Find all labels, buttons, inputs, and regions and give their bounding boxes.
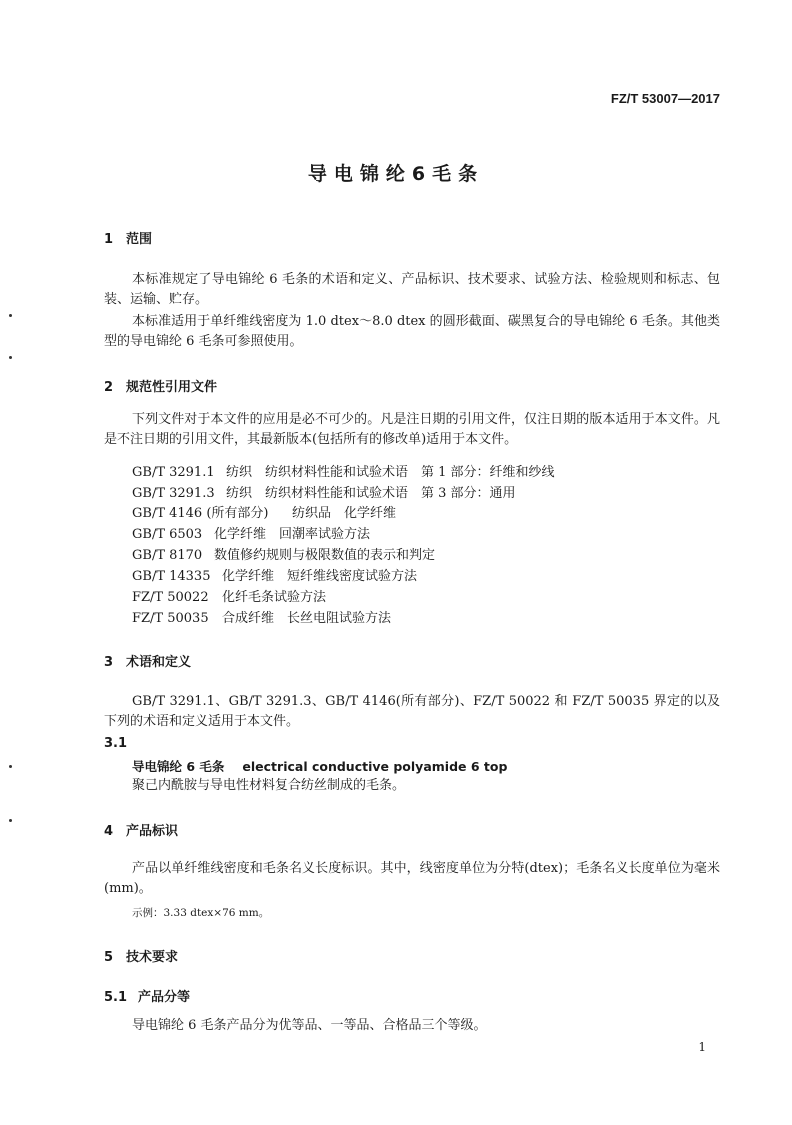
reference-item (132, 523, 370, 542)
reference-item (132, 482, 516, 501)
reference-title: 纺织 纺织材料性能和试验术语 第 1 部分：纤维和纱线 (226, 465, 555, 480)
section-1-heading (104, 228, 152, 247)
reference-title: 化学纤维 短纤维线密度试验方法 (222, 569, 418, 584)
reference-item (132, 461, 555, 480)
section-5-paragraph-1: 导电锦纶 6 毛条产品分为优等品、一等品、合格品三个等级。 (132, 1018, 487, 1033)
scan-mark (9, 356, 12, 359)
section-number: 1 (104, 232, 114, 247)
section-title: 范围 (126, 232, 153, 247)
section-2-paragraph-1: 下列文件对于本文件的应用是必不可少的。凡是注日期的引用文件，仅注日期的版本适用于本文件。凡是不注日期的引用文件，其最新版本(包括所有的修改单)适用于本文件。 (104, 412, 720, 447)
reference-item (132, 565, 417, 584)
reference-title: 合成纤维 长丝电阻试验方法 (222, 611, 392, 626)
subsection-number: 5.1 (104, 990, 128, 1005)
section-title: 术语和定义 (126, 655, 192, 670)
reference-title: 化学纤维 回潮率试验方法 (214, 527, 371, 542)
reference-item (132, 607, 391, 626)
reference-code: GB/T 14335 (132, 569, 211, 584)
reference-code: GB/T 3291.3 (132, 486, 215, 501)
reference-title: 纺织品 化学纤维 (292, 506, 397, 521)
section-number: 4 (104, 824, 114, 839)
example-note: 示例：3.33 dtex×76 mm。 (132, 907, 270, 919)
section-5-heading (104, 946, 178, 965)
reference-item (132, 502, 396, 521)
reference-code: GB/T 4146 (所有部分) (132, 506, 269, 521)
subsection-title: 产品分等 (138, 990, 191, 1005)
reference-title: 纺织 纺织材料性能和试验术语 第 3 部分：通用 (226, 486, 516, 501)
section-4-heading (104, 820, 178, 839)
section-number: 5 (104, 950, 114, 965)
section-2-heading (104, 376, 217, 395)
term-chinese: 导电锦纶 6 毛条 (132, 759, 225, 774)
term-definition: 聚己内酰胺与导电性材料复合纺丝制成的毛条。 (132, 778, 406, 793)
reference-title: 化纤毛条试验方法 (222, 590, 327, 605)
section-3-paragraph-1: GB/T 3291.1、GB/T 3291.3、GB/T 4146(所有部分)、FZ/T 50022 和 FZ/T 50035 界定的以及下列的术语和定义适用于本文件。 (104, 694, 720, 729)
reference-code: FZ/T 50035 (132, 611, 209, 626)
section-title: 产品标识 (126, 824, 179, 839)
section-4-paragraph-1: 产品以单纤维线密度和毛条名义长度标识。其中，线密度单位为分特(dtex)；毛条名义长度单位为毫米(mm)。 (104, 861, 720, 896)
section-number: 3 (104, 655, 114, 670)
subsection-5-1-heading (104, 986, 190, 1005)
scan-mark (9, 314, 12, 317)
term-number: 3.1 (104, 736, 128, 751)
document-title: 导电锦纶6毛条 (307, 163, 485, 185)
reference-item (132, 544, 435, 563)
reference-code: GB/T 8170 (132, 548, 203, 563)
section-title: 规范性引用文件 (126, 380, 218, 395)
page-number: 1 (698, 1040, 706, 1054)
section-1-paragraph-1: 本标准规定了导电锦纶 6 毛条的术语和定义、产品标识、技术要求、试验方法、检验规则和标志、包装、运输、贮存。 (104, 272, 720, 307)
reference-code: GB/T 6503 (132, 527, 203, 542)
reference-title: 数值修约规则与极限数值的表示和判定 (214, 548, 436, 563)
section-1-paragraph-2: 本标准适用于单纤维线密度为 1.0 dtex～8.0 dtex 的圆形截面、碳黑复合的导电锦纶 6 毛条。其他类型的导电锦纶 6 毛条可参照使用。 (104, 314, 720, 349)
standard-code: FZ/T 53007—2017 (610, 91, 720, 106)
reference-item (132, 586, 326, 605)
term-english: electrical conductive polyamide 6 top (242, 759, 508, 774)
section-title: 技术要求 (126, 950, 179, 965)
term-entry (132, 757, 507, 775)
reference-code: FZ/T 50022 (132, 590, 209, 605)
scan-mark (9, 765, 12, 768)
section-3-heading (104, 651, 191, 670)
section-number: 2 (104, 380, 114, 395)
reference-code: GB/T 3291.1 (132, 465, 215, 480)
scan-mark (9, 819, 12, 822)
